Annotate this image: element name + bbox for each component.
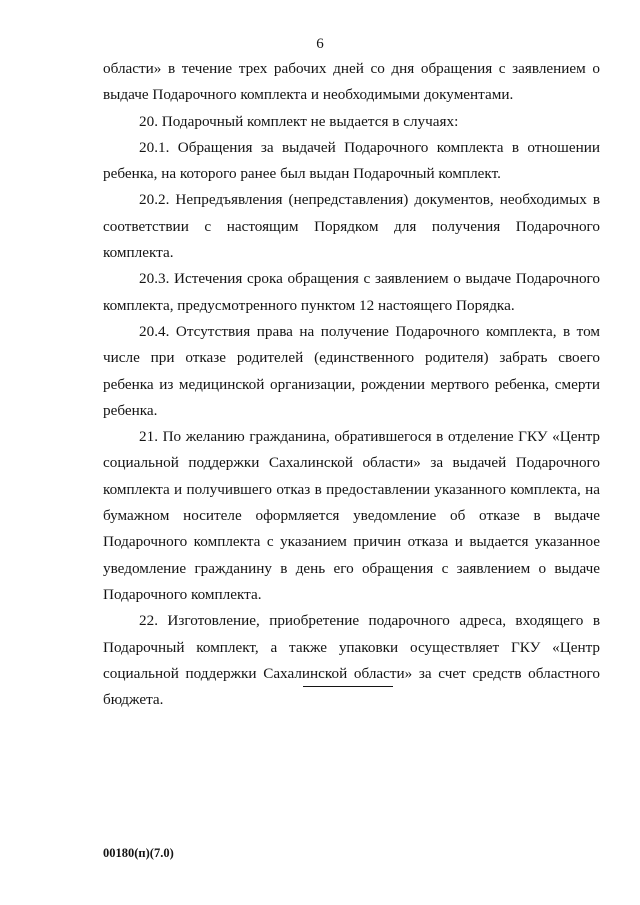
paragraph-20-2: 20.2. Непредъявления (непредставления) документов, необходимых в соответствии с настоящим Порядком для получения Подарочного комплекта. xyxy=(103,191,600,262)
paragraph-22: 22. Изготовление, приобретение подарочного адреса, входящего в Подарочный комплект, а также упаковки осуществляет ГКУ «Центр социальной поддержки Сахалинской области» за счет средств областного бюджета. xyxy=(103,612,600,709)
paragraph-20: 20. Подарочный комплект не выдается в случаях: xyxy=(139,112,459,130)
paragraph-continuation: области» в течение трех рабочих дней со дня обращения с заявлением о выдаче Подарочного комплекта и необходимыми документами. xyxy=(103,60,600,104)
end-separator-line xyxy=(303,686,393,687)
footer-document-code: 00180(п)(7.0) xyxy=(103,846,174,860)
paragraph-21: 21. По желанию гражданина, обратившегося в отделение ГКУ «Центр социальной поддержки Сахалинской области» за выдачей Подарочного комплекта и получившего отказ в предоставлении указанного комплекта, на бумажном носителе оформляется уведомление об отказе в выдаче Подарочного комплекта с указанием причин отказа и выдается указанное уведомление гражданину в день его обращения с заявлением о выдаче Подарочного комплекта. xyxy=(103,428,600,603)
paragraph-20-3: 20.3. Истечения срока обращения с заявлением о выдаче Подарочного комплекта, предусмотренного пунктом 12 настоящего Порядка. xyxy=(103,270,600,314)
document-body xyxy=(103,56,600,713)
page-number: 6 xyxy=(316,36,324,52)
paragraph-20-4: 20.4. Отсутствия права на получение Подарочного комплекта, в том числе при отказе родителей (единственного родителя) забрать своего ребенка из медицинской организации, рождении мертвого ребенка, смерти ребенка. xyxy=(103,322,600,419)
paragraph-20-1: 20.1. Обращения за выдачей Подарочного комплекта в отношении ребенка, на которого ранее был выдан Подарочный комплект. xyxy=(103,138,600,183)
